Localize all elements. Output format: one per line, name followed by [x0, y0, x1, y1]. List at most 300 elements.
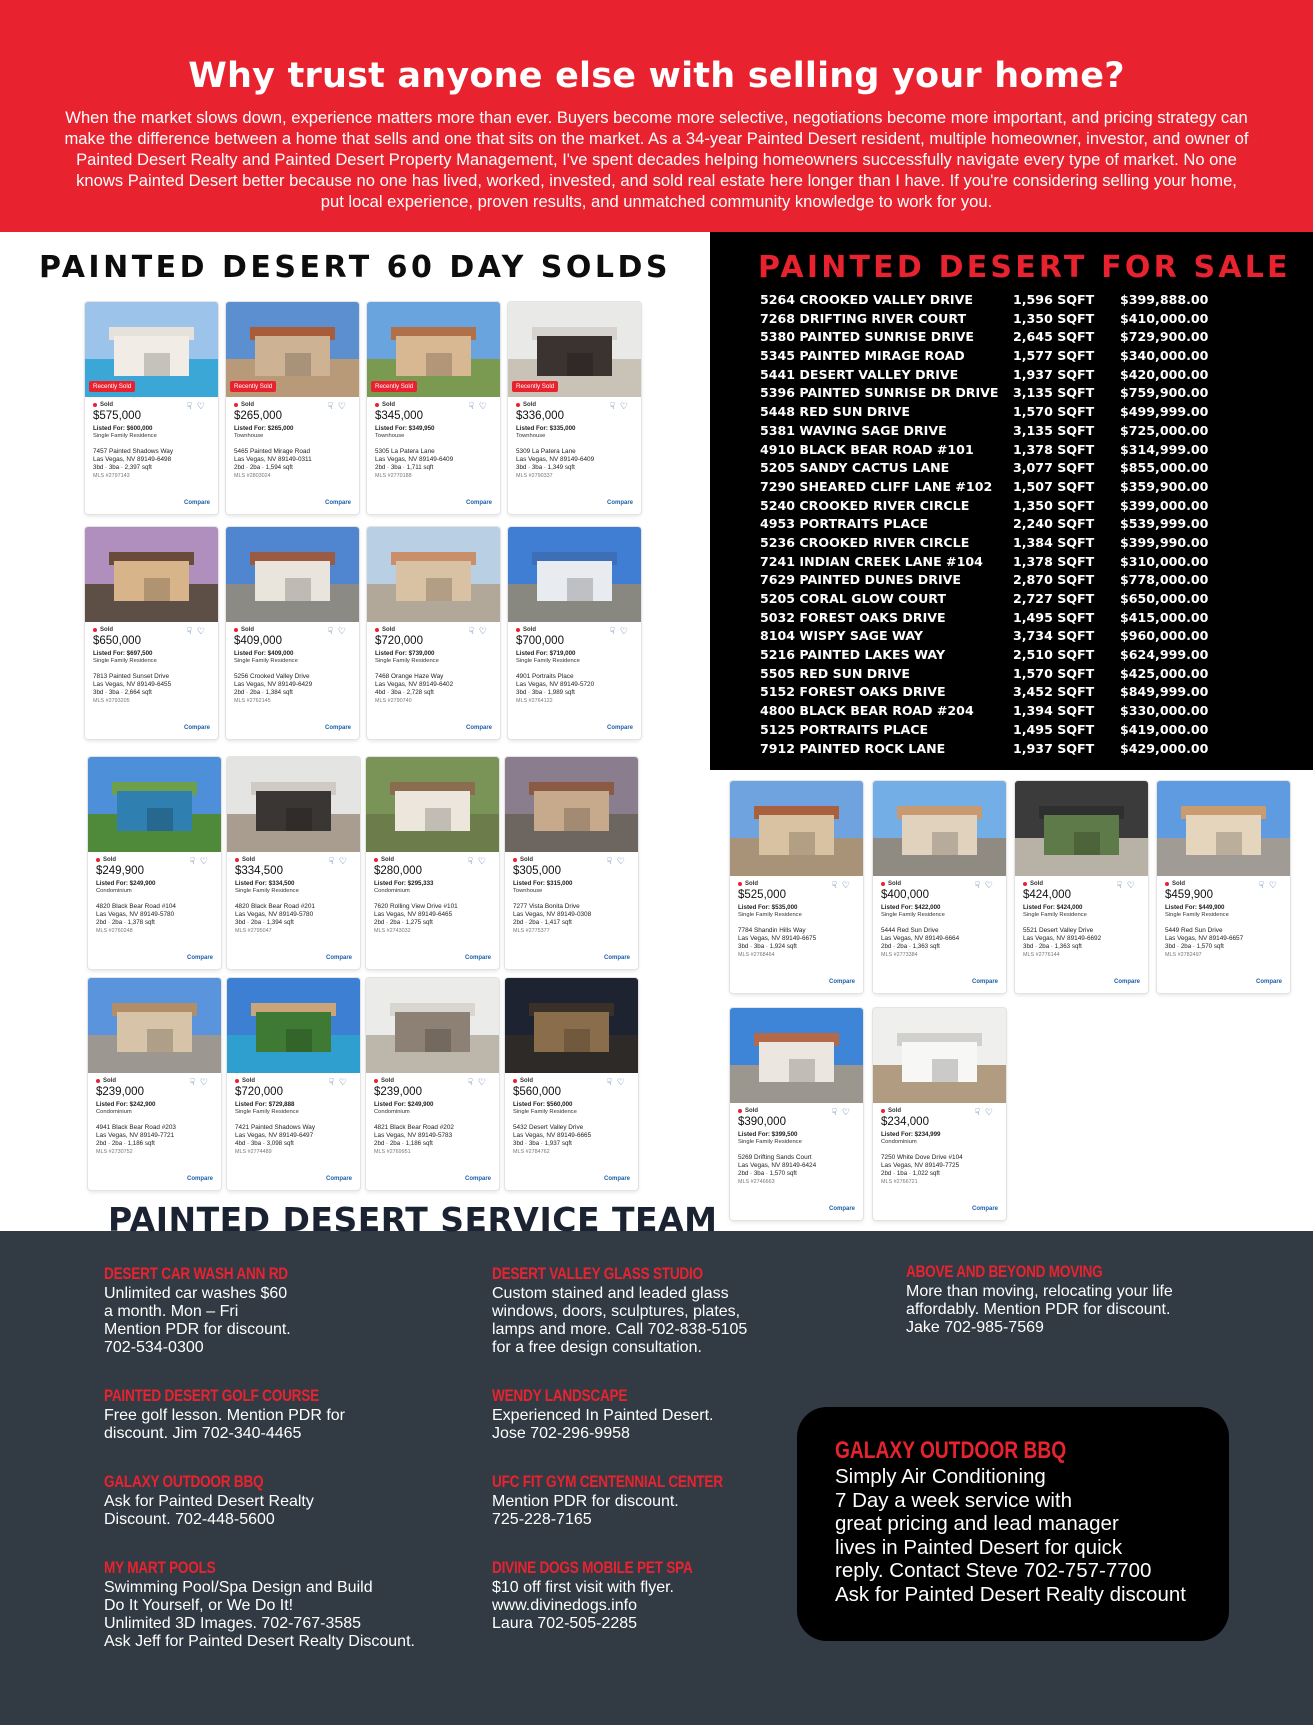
sold-label: Sold [523, 627, 536, 633]
compare-link[interactable]: Compare [183, 725, 210, 731]
compare-link[interactable]: Compare [971, 1206, 998, 1212]
listing-details [88, 1073, 221, 1190]
property-specs: 3bd · 3ba · 1,349 sqft [516, 464, 575, 471]
listed-price: Listed For: $719,000 [516, 650, 576, 657]
for-sale-sqft: 1,937 SQFT [1013, 740, 1095, 756]
heart-icon[interactable]: ♡ [478, 401, 492, 411]
sold-dot-icon [93, 403, 97, 407]
compare-link[interactable]: Compare [464, 955, 491, 961]
for-sale-row [760, 404, 1300, 423]
sold-listing-card[interactable] [226, 302, 359, 514]
for-sale-sqft: 2,645 SQFT [1013, 329, 1095, 345]
property-specs: 2bd · 2ba · 1,378 sqft [96, 919, 155, 926]
listing-details [226, 622, 359, 739]
listing-photo[interactable] [505, 978, 638, 1073]
service-entry [492, 1558, 743, 1633]
sold-price: $390,000 [738, 1116, 786, 1128]
thumbs-down-icon[interactable]: ☟ [468, 401, 479, 411]
card-actions [974, 880, 998, 891]
compare-link[interactable]: Compare [828, 1206, 855, 1212]
photo-door [564, 1029, 591, 1052]
mls-number: MLS #2766721 [881, 1179, 918, 1185]
thumbs-down-icon[interactable]: ☟ [189, 856, 200, 866]
for-sale-row [760, 684, 1300, 703]
for-sale-price: $778,000.00 [1120, 572, 1209, 588]
card-actions [1258, 880, 1282, 891]
listing-photo[interactable] [366, 978, 499, 1073]
compare-link[interactable]: Compare [606, 500, 633, 506]
for-sale-addr: 5032 FOREST OAKS DRIVE [760, 609, 946, 625]
photo-door [285, 353, 312, 376]
street-address: 5309 La Patera Lane [516, 448, 576, 455]
listed-price: Listed For: $295,333 [374, 880, 434, 887]
sold-listing-card[interactable] [366, 757, 499, 969]
heart-icon[interactable]: ♡ [1268, 880, 1282, 890]
listing-photo[interactable] [730, 781, 863, 876]
listing-details [367, 397, 500, 514]
for-sale-addr: 5448 RED SUN DRIVE [760, 404, 910, 420]
city-address: Las Vegas, NV 89149-0311 [234, 456, 312, 463]
for-sale-row [760, 572, 1300, 591]
for-sale-price: $849,999.00 [1120, 684, 1209, 700]
photo-door [564, 808, 591, 831]
property-specs: 2bd · 2ba · 1,186 sqft [96, 1140, 155, 1147]
compare-link[interactable]: Compare [606, 725, 633, 731]
service-description: Experienced In Painted Desert. Jose 702-296-9958 [492, 1407, 714, 1442]
card-actions [328, 1077, 352, 1088]
listing-details [367, 622, 500, 739]
mls-number: MLS #2760248 [96, 928, 133, 934]
city-address: Las Vegas, NV 89149-6402 [375, 681, 454, 688]
property-type: Condominium [96, 1109, 132, 1115]
listing-photo[interactable] [85, 527, 218, 622]
city-address: Las Vegas, NV 89149-6409 [375, 456, 454, 463]
street-address: 7421 Painted Shadows Way [235, 1124, 316, 1131]
sold-price: $249,900 [96, 865, 144, 877]
for-sale-row [760, 628, 1300, 647]
listed-price: Listed For: $739,000 [375, 650, 435, 657]
sold-dot-icon [374, 858, 378, 862]
street-address: 7457 Painted Shadows Way [93, 448, 174, 455]
sold-listing-card[interactable] [227, 978, 360, 1190]
for-sale-sqft: 3,452 SQFT [1013, 684, 1095, 700]
sold-dot-icon [235, 1079, 239, 1083]
compare-link[interactable]: Compare [1255, 979, 1282, 985]
listing-photo[interactable] [730, 1008, 863, 1103]
city-address: Las Vegas, NV 89149-6429 [234, 681, 313, 688]
for-sale-row [760, 479, 1300, 498]
for-sale-addr: 5125 PORTRAITS PLACE [760, 721, 929, 737]
mls-number: MLS #2743032 [374, 928, 411, 934]
thumbs-down-icon[interactable]: ☟ [609, 401, 620, 411]
property-type: Single Family Residence [738, 1139, 802, 1145]
compare-link[interactable]: Compare [324, 725, 351, 731]
featured-service-description: Simply Air Conditioning 7 Day a week service with great pricing and lead manager lives in Painted Desert for quick reply. Contact Steve 702-757-7700 Ask for Painted Desert Realty discount [835, 1465, 1186, 1606]
city-address: Las Vegas, NV 89149-5780 [235, 911, 314, 918]
photo-door [147, 1029, 174, 1052]
property-type: Single Family Residence [516, 658, 580, 664]
compare-link[interactable]: Compare [465, 500, 492, 506]
heart-icon[interactable]: ♡ [1126, 880, 1140, 890]
card-actions [189, 1077, 213, 1088]
thumbs-down-icon[interactable]: ☟ [831, 880, 842, 890]
sold-listing-card[interactable] [227, 757, 360, 969]
sold-dot-icon [96, 858, 100, 862]
heart-icon[interactable]: ♡ [199, 856, 213, 866]
heart-icon[interactable]: ♡ [196, 626, 210, 636]
compare-link[interactable]: Compare [465, 725, 492, 731]
sold-label: Sold [242, 1078, 255, 1084]
sold-price: $575,000 [93, 410, 141, 422]
sold-price: $650,000 [93, 635, 141, 647]
city-address: Las Vegas, NV 89149-7721 [96, 1132, 175, 1139]
mls-number: MLS #2776144 [1023, 952, 1060, 958]
city-address: Las Vegas, NV 89149-5780 [96, 911, 175, 918]
listing-photo[interactable] [367, 302, 500, 397]
photo-door [789, 832, 816, 855]
compare-link[interactable]: Compare [324, 500, 351, 506]
sold-dot-icon [375, 403, 379, 407]
thumbs-down-icon[interactable]: ☟ [186, 626, 197, 636]
for-sale-sqft: 1,507 SQFT [1013, 478, 1095, 494]
listing-details [227, 1073, 360, 1190]
compare-link[interactable]: Compare [325, 1176, 352, 1182]
city-address: Las Vegas, NV 89149-7725 [881, 1162, 960, 1169]
sold-label: Sold [523, 402, 536, 408]
city-address: Las Vegas, NV 89149-6657 [1165, 935, 1244, 942]
for-sale-addr: 8104 WISPY SAGE WAY [760, 628, 923, 644]
sold-listing-card[interactable] [1157, 781, 1290, 993]
listed-price: Listed For: $424,000 [1023, 904, 1083, 911]
heart-icon[interactable]: ♡ [616, 1077, 630, 1087]
listing-details [366, 1073, 499, 1190]
sold-listing-card[interactable] [873, 1008, 1006, 1220]
listing-photo[interactable] [227, 978, 360, 1073]
listing-photo[interactable] [226, 527, 359, 622]
mls-number: MLS #2793205 [93, 698, 130, 704]
photo-door [426, 353, 453, 376]
listing-details [505, 852, 638, 969]
thumbs-down-icon[interactable]: ☟ [831, 1107, 842, 1117]
for-sale-price: $314,999.00 [1120, 441, 1209, 457]
listing-photo[interactable] [88, 757, 221, 852]
sold-price: $525,000 [738, 889, 786, 901]
listed-price: Listed For: $349,950 [375, 425, 435, 432]
for-sale-row [760, 554, 1300, 573]
thumbs-down-icon[interactable]: ☟ [327, 401, 338, 411]
listing-details [730, 876, 863, 993]
thumbs-down-icon[interactable]: ☟ [606, 1077, 617, 1087]
service-entry [492, 1386, 713, 1443]
for-sale-addr: 4910 BLACK BEAR ROAD #101 [760, 441, 974, 457]
street-address: 7620 Rolling View Drive #101 [374, 903, 458, 910]
sold-listing-card[interactable] [366, 978, 499, 1190]
listing-photo[interactable] [367, 527, 500, 622]
sold-listing-card[interactable] [1015, 781, 1148, 993]
mls-number: MLS #2790740 [375, 698, 412, 704]
sold-listing-card[interactable] [85, 527, 218, 739]
for-sale-row [760, 423, 1300, 442]
listing-photo[interactable] [366, 757, 499, 852]
card-actions [831, 1107, 855, 1118]
thumbs-down-icon[interactable]: ☟ [467, 856, 478, 866]
for-sale-addr: 5380 PAINTED SUNRISE DRIVE [760, 329, 974, 345]
property-specs: 3bd · 3ba · 1,989 sqft [516, 689, 575, 696]
compare-link[interactable]: Compare [183, 500, 210, 506]
sold-listing-card[interactable] [88, 978, 221, 1190]
sold-listing-card[interactable] [508, 302, 641, 514]
thumbs-down-icon[interactable]: ☟ [974, 880, 985, 890]
for-sale-price: $425,000.00 [1120, 665, 1209, 681]
listing-details [508, 397, 641, 514]
heart-icon[interactable]: ♡ [841, 1107, 855, 1117]
heart-icon[interactable]: ♡ [984, 1107, 998, 1117]
city-address: Las Vegas, NV 89149-6497 [235, 1132, 314, 1139]
sold-listing-card[interactable] [85, 302, 218, 514]
for-sale-sqft: 3,077 SQFT [1013, 460, 1095, 476]
sold-listing-card[interactable] [88, 757, 221, 969]
city-address: Las Vegas, NV 89149-6675 [738, 935, 817, 942]
heart-icon[interactable]: ♡ [619, 401, 633, 411]
heart-icon[interactable]: ♡ [337, 401, 351, 411]
heart-icon[interactable]: ♡ [337, 626, 351, 636]
street-address: 7277 Vista Bonita Drive [513, 903, 580, 910]
for-sale-sqft: 2,870 SQFT [1013, 572, 1095, 588]
for-sale-sqft: 1,384 SQFT [1013, 534, 1095, 550]
city-address: Las Vegas, NV 89149-6409 [516, 456, 595, 463]
for-sale-row [760, 460, 1300, 479]
property-type: Townhouse [375, 433, 405, 439]
sold-price: $234,000 [881, 1116, 929, 1128]
thumbs-down-icon[interactable]: ☟ [606, 856, 617, 866]
compare-link[interactable]: Compare [186, 955, 213, 961]
for-sale-addr: 5264 CROOKED VALLEY DRIVE [760, 292, 973, 307]
sold-label: Sold [1030, 881, 1043, 887]
listed-price: Listed For: $242,900 [96, 1101, 156, 1108]
listing-photo[interactable] [873, 1008, 1006, 1103]
service-name: WENDY LANDSCAPE [492, 1386, 628, 1405]
for-sale-sqft: 1,495 SQFT [1013, 721, 1095, 737]
for-sale-addr: 5441 DESERT VALLEY DRIVE [760, 366, 959, 382]
street-address: 5521 Desert Valley Drive [1023, 927, 1094, 934]
street-address: 5432 Desert Valley Drive [513, 1124, 584, 1131]
service-name: DIVINE DOGS MOBILE PET SPA [492, 1558, 693, 1577]
listing-photo[interactable] [873, 781, 1006, 876]
card-actions [467, 856, 491, 867]
listed-price: Listed For: $399,500 [738, 1131, 798, 1138]
for-sale-addr: 5205 CORAL GLOW COURT [760, 591, 947, 606]
page-title: Why trust anyone else with selling your home? [188, 56, 1125, 96]
property-type: Single Family Residence [513, 1109, 577, 1115]
property-specs: 2bd · 3ba · 1,711 sqft [375, 464, 434, 471]
heart-icon[interactable]: ♡ [478, 626, 492, 636]
mls-number: MLS #2764122 [516, 698, 553, 704]
mls-number: MLS #2770188 [375, 473, 412, 479]
listing-photo[interactable] [508, 302, 641, 397]
heart-icon[interactable]: ♡ [841, 880, 855, 890]
for-sale-sqft: 2,240 SQFT [1013, 516, 1095, 532]
service-entry [906, 1262, 1173, 1337]
listing-photo[interactable] [508, 527, 641, 622]
for-sale-price: $539,999.00 [1120, 516, 1209, 532]
card-actions [328, 856, 352, 867]
service-description: Custom stained and leaded glass windows, doors, sculptures, plates, lamps and more. Call 702-838-5105 for a free design consultation. [492, 1285, 748, 1356]
property-specs: 2bd · 1ba · 1,022 sqft [881, 1170, 940, 1177]
city-address: Las Vegas, NV 89149-5720 [516, 681, 595, 688]
listed-price: Listed For: $560,000 [513, 1101, 573, 1108]
listing-photo[interactable] [85, 302, 218, 397]
sold-price: $720,000 [235, 1086, 283, 1098]
thumbs-down-icon[interactable]: ☟ [328, 1077, 339, 1087]
card-actions [467, 1077, 491, 1088]
for-sale-sqft: 1,596 SQFT [1013, 292, 1095, 307]
compare-link[interactable]: Compare [464, 1176, 491, 1182]
thumbs-down-icon[interactable]: ☟ [609, 626, 620, 636]
compare-link[interactable]: Compare [603, 1176, 630, 1182]
listing-photo[interactable] [1015, 781, 1148, 876]
recently-sold-badge: Recently Sold [512, 381, 558, 392]
solds-title: PAINTED DESERT 60 DAY SOLDS [38, 250, 672, 285]
photo-door [932, 1059, 959, 1082]
compare-link[interactable]: Compare [828, 979, 855, 985]
sold-listing-card[interactable] [505, 757, 638, 969]
thumbs-down-icon[interactable]: ☟ [328, 856, 339, 866]
for-sale-row [760, 722, 1300, 741]
heart-icon[interactable]: ♡ [196, 401, 210, 411]
service-entry [492, 1472, 781, 1529]
property-specs: 4bd · 3ba · 2,728 sqft [375, 689, 434, 696]
property-specs: 4bd · 3ba · 3,098 sqft [235, 1140, 294, 1147]
for-sale-price: $729,900.00 [1120, 329, 1209, 345]
photo-door [425, 1029, 452, 1052]
street-address: 7813 Painted Sunset Drive [93, 673, 170, 680]
service-entry [104, 1558, 415, 1651]
property-type: Townhouse [516, 433, 546, 439]
compare-link[interactable]: Compare [325, 955, 352, 961]
for-sale-addr: 5505 RED SUN DRIVE [760, 665, 910, 681]
compare-link[interactable]: Compare [1113, 979, 1140, 985]
for-sale-row [760, 367, 1300, 386]
sold-listing-card[interactable] [730, 1008, 863, 1220]
listed-price: Listed For: $535,000 [738, 904, 798, 911]
listing-photo[interactable] [505, 757, 638, 852]
card-actions [609, 626, 633, 637]
heart-icon[interactable]: ♡ [984, 880, 998, 890]
heart-icon[interactable]: ♡ [338, 856, 352, 866]
card-actions [606, 856, 630, 867]
property-specs: 2bd · 2ba · 1,186 sqft [374, 1140, 433, 1147]
thumbs-down-icon[interactable]: ☟ [1116, 880, 1127, 890]
thumbs-down-icon[interactable]: ☟ [974, 1107, 985, 1117]
property-type: Townhouse [513, 888, 543, 894]
for-sale-price: $420,000.00 [1120, 366, 1209, 382]
service-name: UFC FIT GYM CENTENNIAL CENTER [492, 1472, 723, 1491]
mls-number: MLS #2795047 [235, 928, 272, 934]
photo-door [285, 578, 312, 601]
city-address: Las Vegas, NV 89149-6498 [93, 456, 172, 463]
service-name: DESERT CAR WASH ANN RD [104, 1264, 288, 1283]
heart-icon[interactable]: ♡ [477, 1077, 491, 1087]
thumbs-down-icon[interactable]: ☟ [186, 401, 197, 411]
sold-dot-icon [1165, 882, 1169, 886]
service-description: $10 off first visit with flyer. www.divinedogs.info Laura 702-505-2285 [492, 1579, 674, 1632]
compare-link[interactable]: Compare [603, 955, 630, 961]
sold-dot-icon [881, 1109, 885, 1113]
for-sale-sqft: 1,378 SQFT [1013, 553, 1095, 569]
photo-door [144, 578, 171, 601]
sold-listing-card[interactable] [367, 527, 500, 739]
compare-link[interactable]: Compare [971, 979, 998, 985]
sold-price: $305,000 [513, 865, 561, 877]
thumbs-down-icon[interactable]: ☟ [468, 626, 479, 636]
property-specs: 3bd · 3ba · 2,664 sqft [93, 689, 152, 696]
for-sale-price: $310,000.00 [1120, 553, 1209, 569]
service-team-title: PAINTED DESERT SERVICE TEAM [108, 1200, 718, 1239]
for-sale-row [760, 591, 1300, 610]
sold-label: Sold [100, 627, 113, 633]
for-sale-price: $960,000.00 [1120, 628, 1209, 644]
for-sale-row [760, 516, 1300, 535]
street-address: 7784 Shandin Hills Way [738, 927, 806, 934]
listed-price: Listed For: $249,900 [96, 880, 156, 887]
listing-photo[interactable] [88, 978, 221, 1073]
sold-label: Sold [103, 1078, 116, 1084]
listing-photo[interactable] [1157, 781, 1290, 876]
heart-icon[interactable]: ♡ [199, 1077, 213, 1087]
sold-listing-card[interactable] [505, 978, 638, 1190]
sold-listing-card[interactable] [873, 781, 1006, 993]
sold-listing-card[interactable] [226, 527, 359, 739]
thumbs-down-icon[interactable]: ☟ [189, 1077, 200, 1087]
heart-icon[interactable]: ♡ [477, 856, 491, 866]
property-type: Townhouse [234, 433, 264, 439]
thumbs-down-icon[interactable]: ☟ [467, 1077, 478, 1087]
card-actions [974, 1107, 998, 1118]
card-actions [606, 1077, 630, 1088]
sold-price: $239,000 [374, 1086, 422, 1098]
property-specs: 2bd · 2ba · 1,275 sqft [374, 919, 433, 926]
sold-price: $700,000 [516, 635, 564, 647]
listing-photo[interactable] [226, 302, 359, 397]
sold-label: Sold [382, 402, 395, 408]
for-sale-addr: 7629 PAINTED DUNES DRIVE [760, 572, 961, 588]
for-sale-sqft: 1,350 SQFT [1013, 497, 1095, 513]
sold-price: $265,000 [234, 410, 282, 422]
listing-photo[interactable] [227, 757, 360, 852]
sold-price: $720,000 [375, 635, 423, 647]
property-type: Single Family Residence [234, 658, 298, 664]
sold-listing-card[interactable] [730, 781, 863, 993]
sold-price: $424,000 [1023, 889, 1071, 901]
thumbs-down-icon[interactable]: ☟ [327, 626, 338, 636]
heart-icon[interactable]: ♡ [619, 626, 633, 636]
sold-dot-icon [513, 858, 517, 862]
heart-icon[interactable]: ♡ [338, 1077, 352, 1087]
heart-icon[interactable]: ♡ [616, 856, 630, 866]
thumbs-down-icon[interactable]: ☟ [1258, 880, 1269, 890]
sold-listing-card[interactable] [367, 302, 500, 514]
city-address: Las Vegas, NV 89149-6664 [881, 935, 960, 942]
property-specs: 2bd · 3ba · 1,570 sqft [738, 1170, 797, 1177]
city-address: Las Vegas, NV 89149-0308 [513, 911, 592, 918]
listing-details [873, 1103, 1006, 1220]
compare-link[interactable]: Compare [186, 1176, 213, 1182]
property-type: Condominium [374, 888, 410, 894]
mls-number: MLS #2746663 [738, 1179, 775, 1185]
listed-price: Listed For: $449,900 [1165, 904, 1225, 911]
listing-details [1157, 876, 1290, 993]
sold-listing-card[interactable] [508, 527, 641, 739]
